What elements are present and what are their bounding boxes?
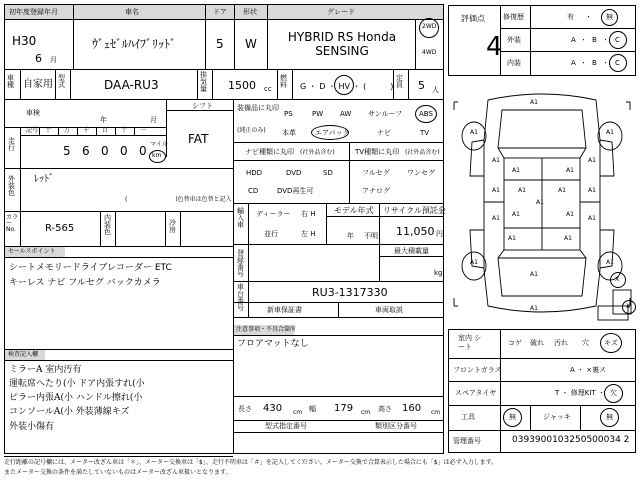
tools-circled: 無	[509, 413, 516, 421]
diagram-mark: A1	[566, 167, 574, 174]
abs-circle	[415, 105, 437, 123]
ext-a: A	[571, 36, 576, 44]
recycle-label-left: 冷房	[169, 219, 176, 234]
diagram-mark: A1	[536, 199, 544, 206]
nav-label: ナビ種類に丸印	[245, 148, 294, 156]
equipment-label: 装備品に丸印	[237, 104, 279, 112]
import-left: 左 H	[301, 230, 316, 238]
inspector-line-1: ミラーA 室内汚有	[9, 365, 82, 375]
diagram-mark: A1	[492, 215, 500, 222]
management-label: 管理番号	[453, 437, 481, 445]
equip-aw: AW	[340, 110, 352, 118]
height-value: 160	[402, 403, 422, 414]
shift-label: シフト	[192, 102, 213, 110]
import-dealer: ディーラー	[256, 210, 291, 218]
grade-line2: SENSING	[315, 44, 369, 58]
int-b: B	[592, 59, 597, 67]
nav-dvd-play: DVD再生可	[277, 187, 314, 195]
fuel-label: 燃料	[280, 74, 287, 89]
import-parallel: 並行	[264, 230, 278, 238]
exterior-color: ﾚｯﾄﾞ	[34, 174, 54, 185]
inspector-line-3: ピラー内張A(小 ハンドル擦れ(小	[9, 393, 143, 403]
fuel-hv-circle	[334, 75, 354, 95]
seat-ana: 穴	[582, 339, 589, 347]
diagram-mark: A1	[530, 99, 538, 106]
sales-point-line2: キーレス ナビ フルセグ バックカメラ	[9, 278, 161, 288]
repair-opt-no: 無	[606, 13, 613, 21]
diagram-mark: A1	[564, 235, 572, 242]
notes-text: フロアマットなし	[237, 339, 309, 349]
score-value: 4	[486, 32, 503, 62]
inspection-label: 車検	[26, 109, 40, 117]
width-label: 幅	[309, 405, 316, 413]
diagram-mark: A1	[512, 167, 520, 174]
ext-d1: ・	[580, 36, 587, 44]
mileage-digit: 5	[63, 144, 71, 158]
spare-tire-circled: 欠	[610, 389, 617, 397]
int-c: C	[615, 59, 620, 67]
registration-label: 登録番号	[237, 249, 244, 278]
warranty-new-car: 新車保証書	[267, 306, 302, 314]
first-reg-label: 初年度登録年月	[9, 8, 58, 16]
inspection-month: 月	[150, 116, 157, 124]
capacity-label: 定員	[396, 74, 403, 89]
equipment-sublabel: (純正のみ)	[237, 127, 266, 134]
model-year-unknown: 不明	[364, 232, 378, 240]
drive-bottom: 4WD	[422, 49, 437, 56]
diagram-mark: A1	[606, 129, 614, 136]
seat-kizu: キズ	[604, 339, 618, 347]
tv-sublabel: (社外品含む)	[405, 149, 440, 156]
nav-hdd: HDD	[246, 169, 263, 177]
diagram-mark: A1	[530, 305, 538, 312]
length-label: 長さ	[238, 405, 252, 413]
mileage-unit-km: km	[152, 152, 162, 159]
diagram-mark: A1	[530, 271, 538, 278]
load-unit: kg	[434, 269, 443, 277]
mileage-unit-top: マイル	[150, 141, 168, 148]
mileage-digit: 0	[139, 144, 147, 158]
diagram-mark: A1	[508, 235, 516, 242]
import-right: 右 H	[301, 210, 316, 218]
cc-unit: cc	[264, 85, 272, 93]
mileage-digit: 0	[120, 144, 128, 158]
seat-yabure: 破れ	[530, 339, 544, 347]
diagram-mark: A1	[588, 187, 596, 194]
sales-point-line1: シートメモリードライブレコーダー ETC	[9, 263, 172, 273]
equip-ps: PS	[284, 110, 293, 118]
diagram-mark: A1	[566, 211, 574, 218]
seat-kizu-circle	[600, 333, 622, 353]
footer-line1: 走行距離の記号欄には、メーター改ざん車は「＊」、メーター交換車は「$」、走行不明車は「＃」を記入してください。メーター交換で合算表示した場合にも「$」は必ず入力します。	[4, 459, 498, 466]
ext-c: C	[615, 36, 620, 44]
recycle-value: 11,050	[396, 225, 435, 238]
type-spec-label: 型式指定番号	[265, 422, 307, 430]
score-label: 評価点	[461, 14, 485, 23]
exterior-note: ( )色替車は色替と記入	[125, 196, 232, 203]
repair-opt-yes: 有	[567, 13, 574, 21]
diagram-mark: A1	[518, 187, 526, 194]
diagram-mark: A1	[588, 157, 596, 164]
equip-sunroof: サンルーフ	[368, 110, 403, 118]
mileage-header-cell: 十	[45, 127, 52, 134]
month-unit: 月	[50, 56, 57, 64]
inspector-line-5: 外装小傷有	[9, 422, 55, 432]
tv-fullseg: フルセグ	[362, 169, 390, 177]
diagram-mark: A1	[470, 259, 478, 266]
spare-tire-circle	[604, 384, 623, 403]
shift-value: FAT	[188, 132, 209, 146]
diagram-mark: A1	[606, 259, 614, 266]
warranty-manual: 車両取説	[375, 306, 403, 314]
height-label: 高さ	[378, 405, 392, 413]
int-c-circle	[609, 54, 627, 72]
equip-leather: 本革	[282, 129, 296, 137]
int-d1: ・	[580, 59, 587, 67]
tv-label: TV種類に丸印	[355, 148, 400, 156]
type-value: 自家用	[23, 79, 53, 90]
mileage-digit: 0	[101, 144, 109, 158]
diagram-mark: A1	[492, 187, 500, 194]
inspector-label: 検査記入欄	[8, 351, 39, 358]
type-label: 車種	[7, 74, 14, 89]
car-damage-diagram	[448, 80, 636, 326]
mileage-header-cell: 十	[121, 127, 128, 134]
interior-grade-label: 内装	[507, 59, 521, 67]
chassis-label: 車台番号	[237, 283, 244, 312]
width-value: 179	[334, 403, 354, 414]
displacement-label: 排気量	[200, 71, 207, 93]
spare-tire-value: T ・ 修理KIT ・	[555, 389, 605, 397]
recycle-unit: 円	[436, 230, 443, 238]
shape-value: W	[245, 37, 257, 51]
damage-mark-2: X	[626, 303, 631, 310]
capacity-value: 5	[418, 79, 425, 92]
displacement-value: 1500	[228, 79, 256, 92]
length-value: 430	[263, 403, 283, 414]
jack-label: ジャッキ	[543, 413, 571, 421]
jack-circled: 無	[606, 413, 613, 421]
diagram-mark: A1	[470, 129, 478, 136]
diagram-mark: A1	[492, 157, 500, 164]
import-label: 輸入車	[237, 207, 244, 229]
inspector-line-4: コンソールA(小 外装薄線キズ	[9, 407, 130, 417]
model-year-year: 年	[347, 232, 354, 240]
model-value: DAA-RU3	[104, 78, 159, 92]
length-unit: cm	[293, 409, 303, 416]
inspection-year: 年	[100, 116, 107, 124]
color-no-value: R-565	[45, 223, 75, 234]
inspector-line-2: 運転席へたり(小 ドア内張すれ(小	[9, 379, 145, 389]
grade-label: グレード	[327, 8, 355, 16]
mileage-label: 走行	[8, 137, 15, 152]
damage-mark-1: X	[615, 276, 620, 283]
sales-point-label: セールスポイント	[8, 248, 56, 255]
chassis-value: RU3-1317330	[312, 286, 388, 299]
tools-label: 工具	[461, 413, 475, 421]
exterior-label: 外装色	[8, 175, 15, 197]
tv-oneseg: ワンセグ	[407, 169, 435, 177]
nav-sd: SD	[323, 169, 333, 177]
model-label: 型式	[58, 74, 65, 89]
first-reg-year: H30	[12, 34, 37, 48]
int-a: A	[571, 59, 576, 67]
drive-top: 2WD	[422, 23, 437, 30]
notes-label: 注意事項・不具合箇所	[236, 326, 297, 333]
doors-value: 5	[216, 37, 224, 51]
nav-cd: CD	[248, 187, 259, 195]
equip-airbag: エアバック	[315, 129, 350, 137]
ext-b: B	[592, 36, 597, 44]
diagram-mark: A1	[512, 211, 520, 218]
diagram-mark: A1	[558, 187, 566, 194]
first-reg-month: 6	[35, 52, 42, 65]
load-label: 最大積載量	[394, 247, 429, 255]
repair-label: 修復歴	[503, 13, 524, 21]
tools-circle	[503, 408, 522, 427]
front-glass-label: フロントガラス	[453, 366, 502, 374]
equip-navi: ナビ	[377, 129, 391, 137]
shape-label: 形状	[243, 8, 257, 16]
grade-line1: HYBRID RS Honda	[287, 30, 397, 44]
mileage-header-cell: 記号	[26, 127, 39, 134]
equip-tv: TV	[420, 129, 430, 137]
mileage-header-cell: 千	[83, 127, 90, 134]
airbag-circle	[311, 125, 349, 140]
mileage-header-cell: 百	[102, 127, 109, 134]
nav-sublabel: (社外品含む)	[300, 149, 335, 156]
equip-abs: ABS	[419, 110, 433, 118]
capacity-unit: 人	[432, 86, 439, 94]
management-value: 0393900103250500034 2	[512, 435, 630, 445]
door-label: ドア	[213, 8, 227, 16]
seat-yogore: 汚れ	[554, 339, 568, 347]
recycle-label: リサイクル預託金	[383, 206, 446, 215]
fuel-value: G ・ D ・ HV ・ ( )	[300, 82, 394, 91]
int-d2: ・	[602, 59, 609, 67]
ext-d2: ・	[602, 36, 609, 44]
seat-label: 室内 シート	[458, 334, 482, 352]
interior-color-label: 内装色	[104, 214, 111, 236]
equip-pw: PW	[312, 110, 324, 118]
mileage-digit: 6	[82, 144, 90, 158]
height-unit: cm	[431, 409, 441, 416]
color-no-label: カラー No.	[6, 214, 19, 233]
class-spec-label: 類別区分番号	[375, 422, 417, 430]
car-name-value: ｳﾞｪｾﾞﾙﾊｲﾌﾞﾘｯﾄﾞ	[92, 37, 177, 51]
mileage-header-cell: 万	[64, 127, 71, 134]
car-name-label: 車名	[125, 8, 139, 16]
repair-circle	[601, 9, 618, 26]
nav-dvd: DVD	[286, 169, 302, 177]
repair-opt-dot: ・	[585, 13, 592, 21]
diagram-mark: A1	[588, 215, 596, 222]
footer-line2: またメーター交換の条件を満たしていないものはメーター改ざん車扱いとなります。	[4, 469, 232, 476]
exterior-grade-label: 外装	[507, 36, 521, 44]
spare-tire-label: スペアタイヤ	[455, 389, 497, 397]
seat-koge: コゲ	[508, 339, 522, 347]
width-unit: cm	[361, 409, 371, 416]
jack-circle	[600, 408, 619, 427]
ext-c-circle	[609, 31, 627, 49]
tv-analog: アナログ	[362, 187, 390, 195]
model-year-label: モデル年式	[334, 206, 374, 215]
mileage-header-cell: 一	[140, 127, 147, 134]
front-glass-value: A ・ ×裏ス	[570, 366, 607, 374]
